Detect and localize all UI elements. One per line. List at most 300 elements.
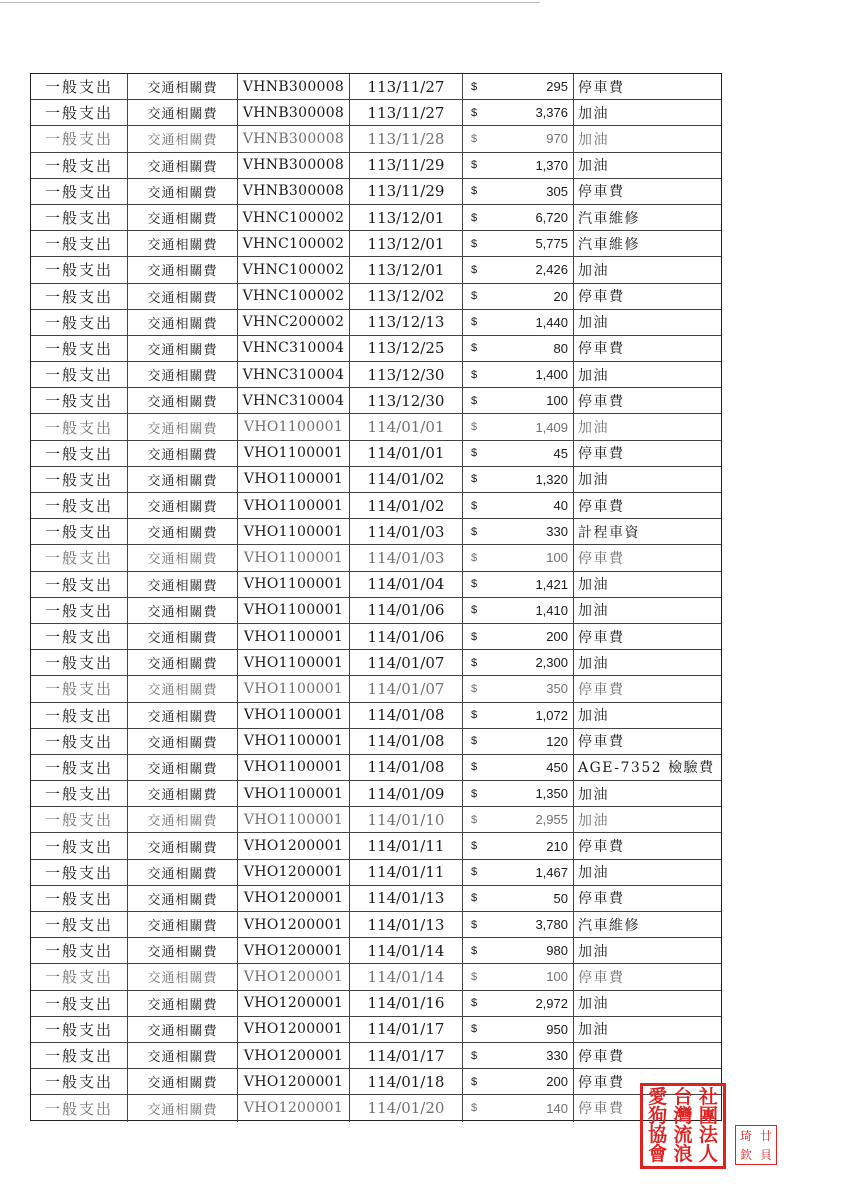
amount-value: 2,972 (535, 995, 568, 1011)
amount-value: 1,440 (535, 314, 568, 330)
amount-value: 1,400 (535, 367, 568, 383)
table-row (31, 650, 721, 676)
amount-value: 2,300 (535, 655, 568, 671)
expense-type-cell: 一般支出 (31, 1069, 128, 1094)
expense-type-cell: 一般支出 (31, 362, 128, 387)
amount-cell (463, 807, 574, 832)
currency-symbol: $ (471, 368, 478, 381)
currency-symbol: $ (471, 185, 478, 198)
seal-character: 法 (698, 1124, 718, 1146)
currency-symbol: $ (471, 342, 478, 355)
table-row (31, 781, 721, 807)
table-row (31, 833, 721, 859)
category-cell: 交通相關費 (128, 703, 238, 728)
date-cell: 114/01/17 (350, 1043, 463, 1068)
category-cell: 交通相關費 (128, 336, 238, 361)
voucher-code-cell: VHO1100001 (238, 493, 350, 518)
date-cell: 114/01/18 (350, 1069, 463, 1094)
date-cell: 114/01/02 (350, 467, 463, 492)
category-cell: 交通相關費 (128, 598, 238, 623)
amount-cell (463, 572, 574, 597)
expense-type-cell: 一般支出 (31, 860, 128, 885)
stamp-character: 琦 (739, 1128, 752, 1143)
category-cell: 交通相關費 (128, 74, 238, 99)
date-cell: 113/12/30 (350, 388, 463, 413)
voucher-code-cell: VHO1200001 (238, 833, 350, 858)
date-cell: 113/11/29 (350, 153, 463, 178)
date-cell: 114/01/11 (350, 833, 463, 858)
expense-type-cell: 一般支出 (31, 624, 128, 649)
currency-symbol: $ (471, 813, 478, 826)
note-cell: 汽車維修 (578, 917, 640, 934)
note-cell: 加油 (578, 708, 609, 725)
amount-value: 295 (546, 79, 568, 95)
currency-symbol: $ (471, 1023, 478, 1036)
date-cell: 114/01/14 (350, 964, 463, 989)
date-cell: 113/11/28 (350, 126, 463, 151)
table-row (31, 284, 721, 310)
expense-type-cell: 一般支出 (31, 650, 128, 675)
date-cell: 114/01/06 (350, 598, 463, 623)
voucher-code-cell: VHNC100002 (238, 205, 350, 230)
date-cell: 114/01/10 (350, 807, 463, 832)
amount-cell (463, 336, 574, 361)
expense-type-cell: 一般支出 (31, 467, 128, 492)
table-row (31, 676, 721, 702)
note-cell: 停車費 (578, 79, 625, 96)
note-cell: 汽車維修 (578, 210, 640, 227)
amount-cell (463, 414, 574, 439)
amount-value: 970 (546, 131, 568, 147)
amount-value: 140 (546, 1100, 568, 1116)
amount-cell (463, 153, 574, 178)
category-cell: 交通相關費 (128, 231, 238, 256)
expense-type-cell: 一般支出 (31, 284, 128, 309)
voucher-code-cell: VHO1100001 (238, 703, 350, 728)
amount-cell (463, 886, 574, 911)
expense-type-cell: 一般支出 (31, 179, 128, 204)
note-cell: 停車費 (578, 734, 625, 751)
category-cell: 交通相關費 (128, 938, 238, 963)
expense-type-cell: 一般支出 (31, 493, 128, 518)
amount-cell (463, 441, 574, 466)
currency-symbol: $ (471, 892, 478, 905)
table-row (31, 860, 721, 886)
table-row (31, 703, 721, 729)
amount-value: 100 (546, 393, 568, 409)
note-cell: AGE-7352 檢驗費 (578, 760, 715, 777)
category-cell: 交通相關費 (128, 781, 238, 806)
amount-value: 6,720 (535, 210, 568, 226)
amount-value: 350 (546, 681, 568, 697)
table-row (31, 336, 721, 362)
amount-value: 120 (546, 733, 568, 749)
voucher-code-cell: VHO1100001 (238, 572, 350, 597)
note-cell: 停車費 (578, 550, 625, 567)
amount-cell (463, 598, 574, 623)
amount-cell (463, 938, 574, 963)
date-cell: 114/01/02 (350, 493, 463, 518)
date-cell: 114/01/17 (350, 1017, 463, 1042)
date-cell: 113/12/30 (350, 362, 463, 387)
note-cell: 加油 (578, 996, 609, 1013)
expense-type-cell: 一般支出 (31, 991, 128, 1016)
note-cell: 停車費 (578, 1101, 625, 1118)
note-cell: 加油 (578, 315, 609, 332)
note-cell: 停車費 (578, 681, 625, 698)
note-cell: 加油 (578, 943, 609, 960)
voucher-code-cell: VHO1100001 (238, 519, 350, 544)
note-cell: 停車費 (578, 393, 625, 410)
voucher-code-cell: VHO1100001 (238, 467, 350, 492)
voucher-code-cell: VHO1200001 (238, 938, 350, 963)
category-cell: 交通相關費 (128, 676, 238, 701)
amount-value: 20 (553, 288, 568, 304)
date-cell: 114/01/08 (350, 703, 463, 728)
amount-cell (463, 624, 574, 649)
amount-cell (463, 650, 574, 675)
amount-cell (463, 1017, 574, 1042)
currency-symbol: $ (471, 918, 478, 931)
voucher-code-cell: VHNC100002 (238, 257, 350, 282)
voucher-code-cell: VHNC200002 (238, 310, 350, 335)
amount-cell (463, 1069, 574, 1094)
amount-value: 100 (546, 550, 568, 566)
table-row (31, 964, 721, 990)
amount-cell (463, 703, 574, 728)
table-row (31, 545, 721, 571)
table-row (31, 388, 721, 414)
amount-value: 1,421 (535, 576, 568, 592)
note-cell: 加油 (578, 655, 609, 672)
note-cell: 加油 (578, 158, 609, 175)
amount-value: 80 (553, 340, 568, 356)
date-cell: 114/01/03 (350, 545, 463, 570)
voucher-code-cell: VHO1200001 (238, 991, 350, 1016)
table-row (31, 807, 721, 833)
table-row (31, 205, 721, 231)
amount-value: 1,409 (535, 419, 568, 435)
amount-cell (463, 493, 574, 518)
table-row (31, 231, 721, 257)
note-cell: 停車費 (578, 969, 625, 986)
expense-type-cell: 一般支出 (31, 257, 128, 282)
amount-value: 1,410 (535, 602, 568, 618)
note-cell: 加油 (578, 472, 609, 489)
category-cell: 交通相關費 (128, 807, 238, 832)
date-cell: 114/01/06 (350, 624, 463, 649)
table-row (31, 126, 721, 152)
amount-value: 2,426 (535, 262, 568, 278)
expense-type-cell: 一般支出 (31, 74, 128, 99)
seal-character: 流 (673, 1124, 693, 1146)
expense-type-cell: 一般支出 (31, 729, 128, 754)
expense-type-cell: 一般支出 (31, 388, 128, 413)
date-cell: 114/01/13 (350, 886, 463, 911)
category-cell: 交通相關費 (128, 572, 238, 597)
currency-symbol: $ (471, 1049, 478, 1062)
voucher-code-cell: VHO1200001 (238, 1017, 350, 1042)
stamp-character: 欽 (739, 1147, 752, 1162)
amount-cell (463, 179, 574, 204)
note-cell: 加油 (578, 1022, 609, 1039)
voucher-code-cell: VHO1200001 (238, 1095, 350, 1121)
voucher-code-cell: VHO1100001 (238, 729, 350, 754)
category-cell: 交通相關費 (128, 964, 238, 989)
category-cell: 交通相關費 (128, 755, 238, 780)
amount-value: 100 (546, 969, 568, 985)
amount-cell (463, 126, 574, 151)
category-cell: 交通相關費 (128, 414, 238, 439)
note-cell: 加油 (578, 105, 609, 122)
expense-type-cell: 一般支出 (31, 676, 128, 701)
note-cell: 汽車維修 (578, 236, 640, 253)
date-cell: 113/12/02 (350, 284, 463, 309)
voucher-code-cell: VHNB300008 (238, 100, 350, 125)
table-row (31, 598, 721, 624)
currency-symbol: $ (471, 211, 478, 224)
seal-character: 灣 (673, 1105, 693, 1127)
expense-type-cell: 一般支出 (31, 807, 128, 832)
category-cell: 交通相關費 (128, 1095, 238, 1121)
table-row (31, 74, 721, 100)
currency-symbol: $ (471, 604, 478, 617)
table-row (31, 310, 721, 336)
amount-value: 1,370 (535, 157, 568, 173)
seal-character: 社 (698, 1086, 718, 1108)
currency-symbol: $ (471, 709, 478, 722)
expense-type-cell: 一般支出 (31, 1095, 128, 1121)
currency-symbol: $ (471, 630, 478, 643)
date-cell: 114/01/01 (350, 414, 463, 439)
seal-character: 愛 (648, 1086, 668, 1108)
date-cell: 113/12/01 (350, 257, 463, 282)
amount-cell (463, 100, 574, 125)
amount-value: 305 (546, 183, 568, 199)
table-row (31, 362, 721, 388)
amount-cell (463, 755, 574, 780)
amount-value: 200 (546, 629, 568, 645)
date-cell: 114/01/09 (350, 781, 463, 806)
category-cell: 交通相關費 (128, 388, 238, 413)
date-cell: 113/12/01 (350, 205, 463, 230)
currency-symbol: $ (471, 682, 478, 695)
note-cell: 加油 (578, 262, 609, 279)
voucher-code-cell: VHO1100001 (238, 598, 350, 623)
currency-symbol: $ (471, 132, 478, 145)
table-row (31, 1043, 721, 1069)
note-cell: 加油 (578, 865, 609, 882)
amount-value: 45 (553, 445, 568, 461)
date-cell: 113/11/27 (350, 74, 463, 99)
association-seal (640, 1083, 726, 1169)
table-row (31, 179, 721, 205)
note-cell: 停車費 (578, 629, 625, 646)
date-cell: 113/12/25 (350, 336, 463, 361)
amount-cell (463, 1043, 574, 1068)
category-cell: 交通相關費 (128, 205, 238, 230)
currency-symbol: $ (471, 840, 478, 853)
date-cell: 114/01/04 (350, 572, 463, 597)
voucher-code-cell: VHO1100001 (238, 650, 350, 675)
voucher-code-cell: VHO1100001 (238, 807, 350, 832)
currency-symbol: $ (471, 787, 478, 800)
currency-symbol: $ (471, 447, 478, 460)
currency-symbol: $ (471, 106, 478, 119)
category-cell: 交通相關費 (128, 624, 238, 649)
table-row (31, 624, 721, 650)
voucher-code-cell: VHO1200001 (238, 912, 350, 937)
amount-value: 3,376 (535, 105, 568, 121)
date-cell: 114/01/20 (350, 1095, 463, 1121)
currency-symbol: $ (471, 1102, 478, 1115)
currency-symbol: $ (471, 525, 478, 538)
voucher-code-cell: VHNC310004 (238, 336, 350, 361)
seal-character: 團 (698, 1105, 718, 1127)
voucher-code-cell: VHNC100002 (238, 284, 350, 309)
voucher-code-cell: VHNB300008 (238, 126, 350, 151)
expense-type-cell: 一般支出 (31, 1043, 128, 1068)
table-row (31, 467, 721, 493)
amount-cell (463, 729, 574, 754)
expense-type-cell: 一般支出 (31, 231, 128, 256)
table-row (31, 1017, 721, 1043)
category-cell: 交通相關費 (128, 467, 238, 492)
amount-cell (463, 388, 574, 413)
voucher-code-cell: VHO1100001 (238, 676, 350, 701)
amount-value: 330 (546, 1048, 568, 1064)
table-row (31, 257, 721, 283)
table-row (31, 153, 721, 179)
currency-symbol: $ (471, 656, 478, 669)
category-cell: 交通相關費 (128, 833, 238, 858)
currency-symbol: $ (471, 578, 478, 591)
expense-type-cell: 一般支出 (31, 414, 128, 439)
currency-symbol: $ (471, 1075, 478, 1088)
seal-character: 人 (698, 1143, 718, 1165)
note-cell: 加油 (578, 812, 609, 829)
currency-symbol: $ (471, 499, 478, 512)
category-cell: 交通相關費 (128, 545, 238, 570)
voucher-code-cell: VHO1100001 (238, 781, 350, 806)
expense-type-cell: 一般支出 (31, 153, 128, 178)
table-row (31, 572, 721, 598)
voucher-code-cell: VHO1100001 (238, 624, 350, 649)
currency-symbol: $ (471, 473, 478, 486)
expense-type-cell: 一般支出 (31, 205, 128, 230)
amount-cell (463, 833, 574, 858)
note-cell: 加油 (578, 577, 609, 594)
date-cell: 114/01/08 (350, 729, 463, 754)
category-cell: 交通相關費 (128, 441, 238, 466)
note-cell: 停車費 (578, 839, 625, 856)
amount-value: 5,775 (535, 236, 568, 252)
voucher-code-cell: VHNC310004 (238, 388, 350, 413)
note-cell: 停車費 (578, 341, 625, 358)
currency-symbol: $ (471, 761, 478, 774)
note-cell: 停車費 (578, 184, 625, 201)
amount-cell (463, 74, 574, 99)
date-cell: 114/01/03 (350, 519, 463, 544)
voucher-code-cell: VHO1100001 (238, 545, 350, 570)
currency-symbol: $ (471, 997, 478, 1010)
note-cell: 停車費 (578, 891, 625, 908)
note-cell: 加油 (578, 786, 609, 803)
note-cell: 停車費 (578, 289, 625, 306)
date-cell: 114/01/16 (350, 991, 463, 1016)
voucher-code-cell: VHNB300008 (238, 179, 350, 204)
note-cell: 停車費 (578, 1074, 625, 1091)
seal-character: 狗 (648, 1105, 668, 1127)
voucher-code-cell: VHNB300008 (238, 74, 350, 99)
category-cell: 交通相關費 (128, 100, 238, 125)
currency-symbol: $ (471, 80, 478, 93)
voucher-code-cell: VHO1100001 (238, 441, 350, 466)
expense-type-cell: 一般支出 (31, 441, 128, 466)
category-cell: 交通相關費 (128, 179, 238, 204)
stamp-character: 廿 (759, 1128, 772, 1143)
amount-value: 3,780 (535, 917, 568, 933)
currency-symbol: $ (471, 944, 478, 957)
amount-value: 1,467 (535, 864, 568, 880)
date-cell: 113/12/01 (350, 231, 463, 256)
expense-type-cell: 一般支出 (31, 126, 128, 151)
category-cell: 交通相關費 (128, 729, 238, 754)
currency-symbol: $ (471, 735, 478, 748)
currency-symbol: $ (471, 263, 478, 276)
expense-type-cell: 一般支出 (31, 519, 128, 544)
amount-cell (463, 467, 574, 492)
amount-cell (463, 362, 574, 387)
personal-stamp (735, 1125, 777, 1165)
expense-type-cell: 一般支出 (31, 833, 128, 858)
amount-cell (463, 991, 574, 1016)
currency-symbol: $ (471, 394, 478, 407)
date-cell: 113/11/27 (350, 100, 463, 125)
amount-cell (463, 1095, 574, 1121)
seal-character: 台 (673, 1086, 693, 1108)
table-row (31, 100, 721, 126)
currency-symbol: $ (471, 316, 478, 329)
amount-cell (463, 310, 574, 335)
category-cell: 交通相關費 (128, 284, 238, 309)
expense-type-cell: 一般支出 (31, 598, 128, 623)
category-cell: 交通相關費 (128, 362, 238, 387)
category-cell: 交通相關費 (128, 1043, 238, 1068)
amount-value: 950 (546, 1021, 568, 1037)
amount-value: 50 (553, 890, 568, 906)
currency-symbol: $ (471, 237, 478, 250)
amount-value: 980 (546, 943, 568, 959)
table-row (31, 414, 721, 440)
voucher-code-cell: VHO1200001 (238, 1043, 350, 1068)
note-cell: 加油 (578, 420, 609, 437)
category-cell: 交通相關費 (128, 1069, 238, 1094)
currency-symbol: $ (471, 866, 478, 879)
expense-type-cell: 一般支出 (31, 572, 128, 597)
date-cell: 114/01/07 (350, 650, 463, 675)
seal-character: 浪 (673, 1143, 693, 1165)
category-cell: 交通相關費 (128, 153, 238, 178)
table-row (31, 912, 721, 938)
note-cell: 計程車資 (578, 524, 640, 541)
date-cell: 113/11/29 (350, 179, 463, 204)
date-cell: 114/01/01 (350, 441, 463, 466)
expense-type-cell: 一般支出 (31, 310, 128, 335)
note-cell: 停車費 (578, 1048, 625, 1065)
expense-type-cell: 一般支出 (31, 1017, 128, 1042)
note-cell: 停車費 (578, 498, 625, 515)
